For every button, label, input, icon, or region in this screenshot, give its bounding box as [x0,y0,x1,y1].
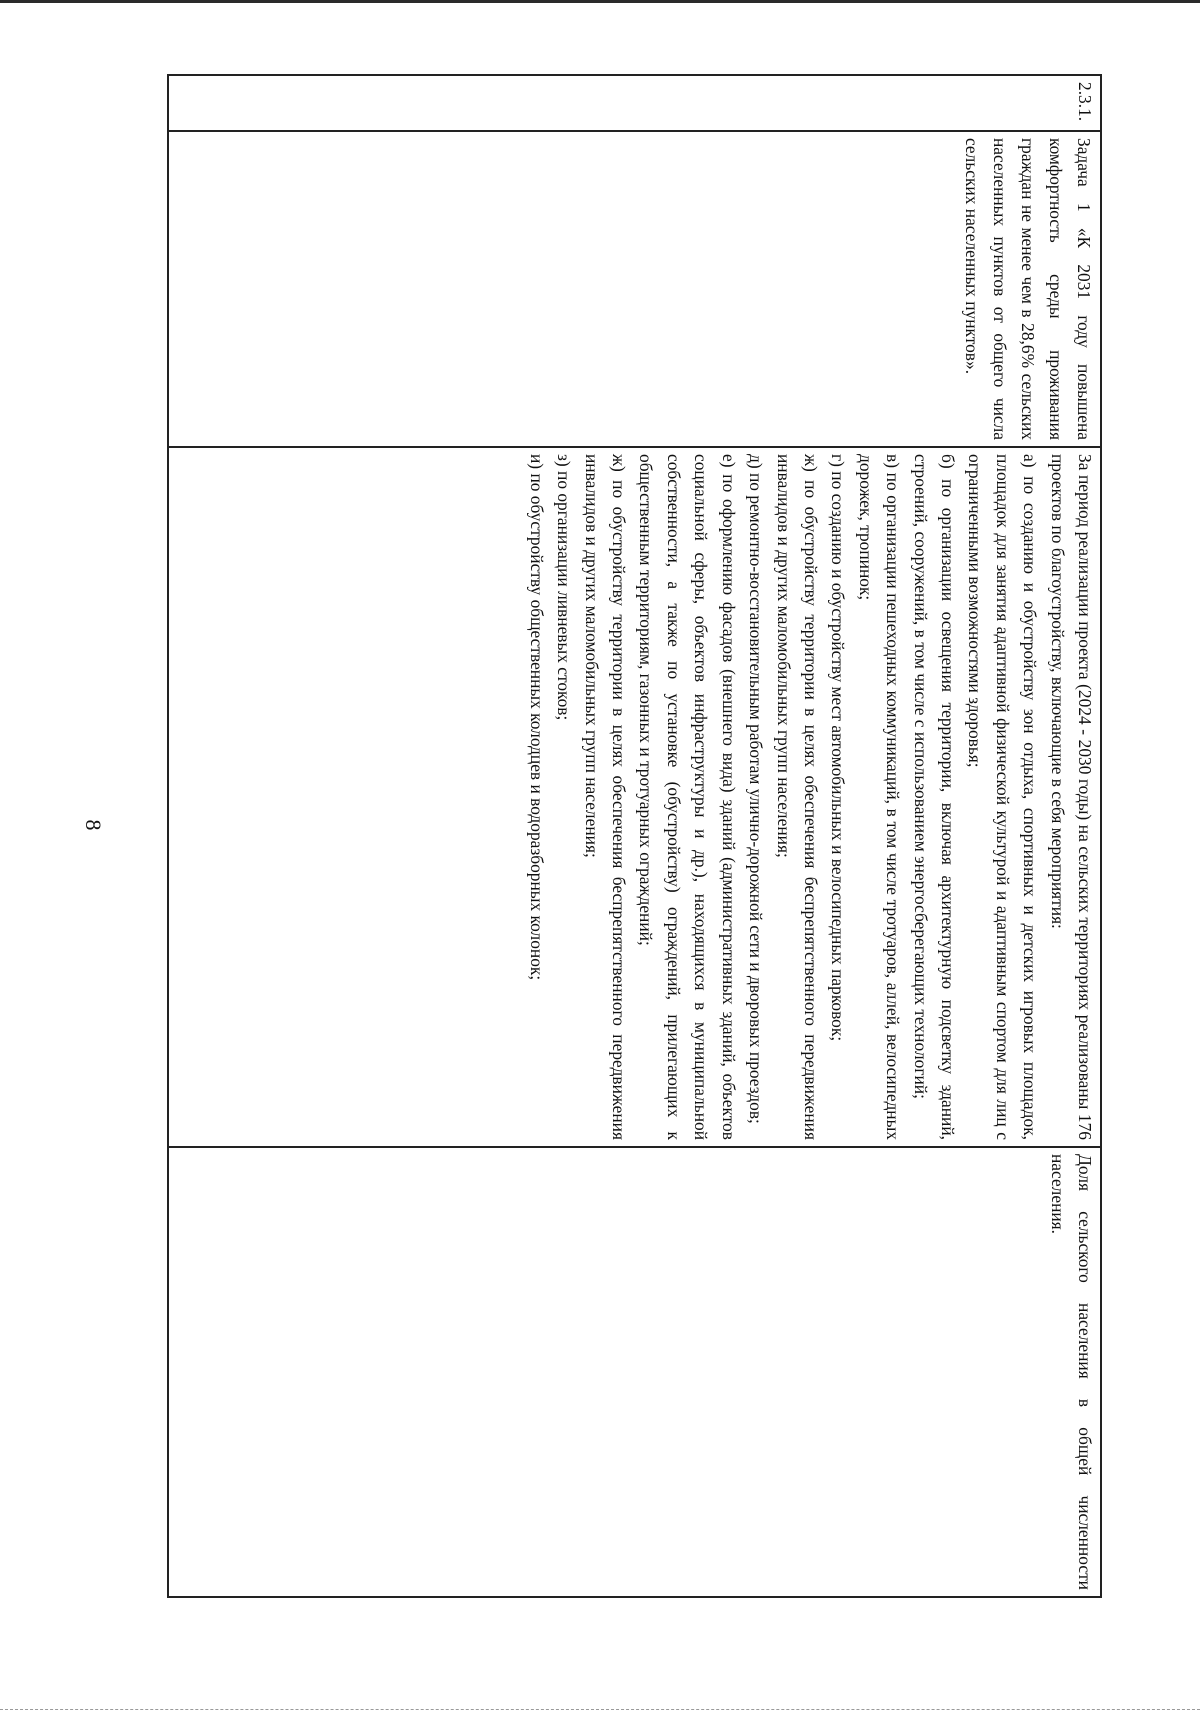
measure-item: б) по организации освещения территории, включая архитектурную подсветку зданий, строений, сооружений, в том числе с использованием энергосберегающих технологий; [910,454,958,1140]
row-number-cell [168,75,1101,131]
measure-item: ж) по обустройству территории в целях обеспечения беспрепятственного передвижения инвалидов и других маломобильных групп населения; [773,454,821,1140]
measure-item: з) по организации ливневых стоков; [554,454,575,721]
task-text: Задача 1 «К 2031 году повышена комфортность среды проживания граждан не менее чем в 28,6% сельских населенных пунктов от общего числа сельских населенных пунктов». [962,138,1094,440]
page-bottom-edge [0,1709,1200,1710]
row-number: 2.3.1. [1075,82,1095,122]
measures-cell [168,447,1101,1147]
page-number: 8 [81,819,106,831]
table-row [168,75,1101,1597]
measure-item: ж) по обустройству территории в целях обеспечения беспрепятственного передвижения инвалидов и других маломобильных групп населения; [581,454,630,1140]
task-cell [168,131,1101,447]
indicator-cell [168,1147,1101,1597]
measure-item: а) по созданию и обустройству зон отдыха, спортивных и детских игровых площадок, площадок для занятия адаптивной физической культурой и адаптивным спортом для лиц с ограниченными возможностями здоровья; [965,454,1041,1140]
measures-table [167,74,1102,1598]
measure-item: г) по созданию и обустройству мест автомобильных и велосипедных парковок; [828,454,849,1042]
measure-item: д) по ремонтно-восстановительным работам улично-дорожной сети и дворовых проездов; [746,454,767,1124]
measure-item: и) по обустройству общественных колодцев и водоразборных колонок; [526,454,547,981]
page-top-edge [0,0,1200,3]
measures-list [522,454,1098,1140]
measure-item: в) по организации пешеходных коммуникаций, в том числе тротуаров, аллей, велосипедных дорожек, тропинок; [855,454,904,1140]
measure-item: За период реализации проекта (2024 - 2030 годы) на сельских территориях реализованы 176 проектов по благоустройству, включающие в себя мероприятия: [1047,454,1095,1140]
indicator-text: Доля сельского населения в общей численности населения. [1047,1154,1095,1590]
rotated-content [167,74,1102,1596]
measure-item: е) по оформлению фасадов (внешнего вида) зданий (административных зданий, объектов социальной сферы, объектов инфраструктуры и др.), находящихся в муниципальной собственности, а также по установке (обустройству) ограждений, прилегающих к общественным территориям, газонных и тротуарных ограждений; [636,454,739,1140]
